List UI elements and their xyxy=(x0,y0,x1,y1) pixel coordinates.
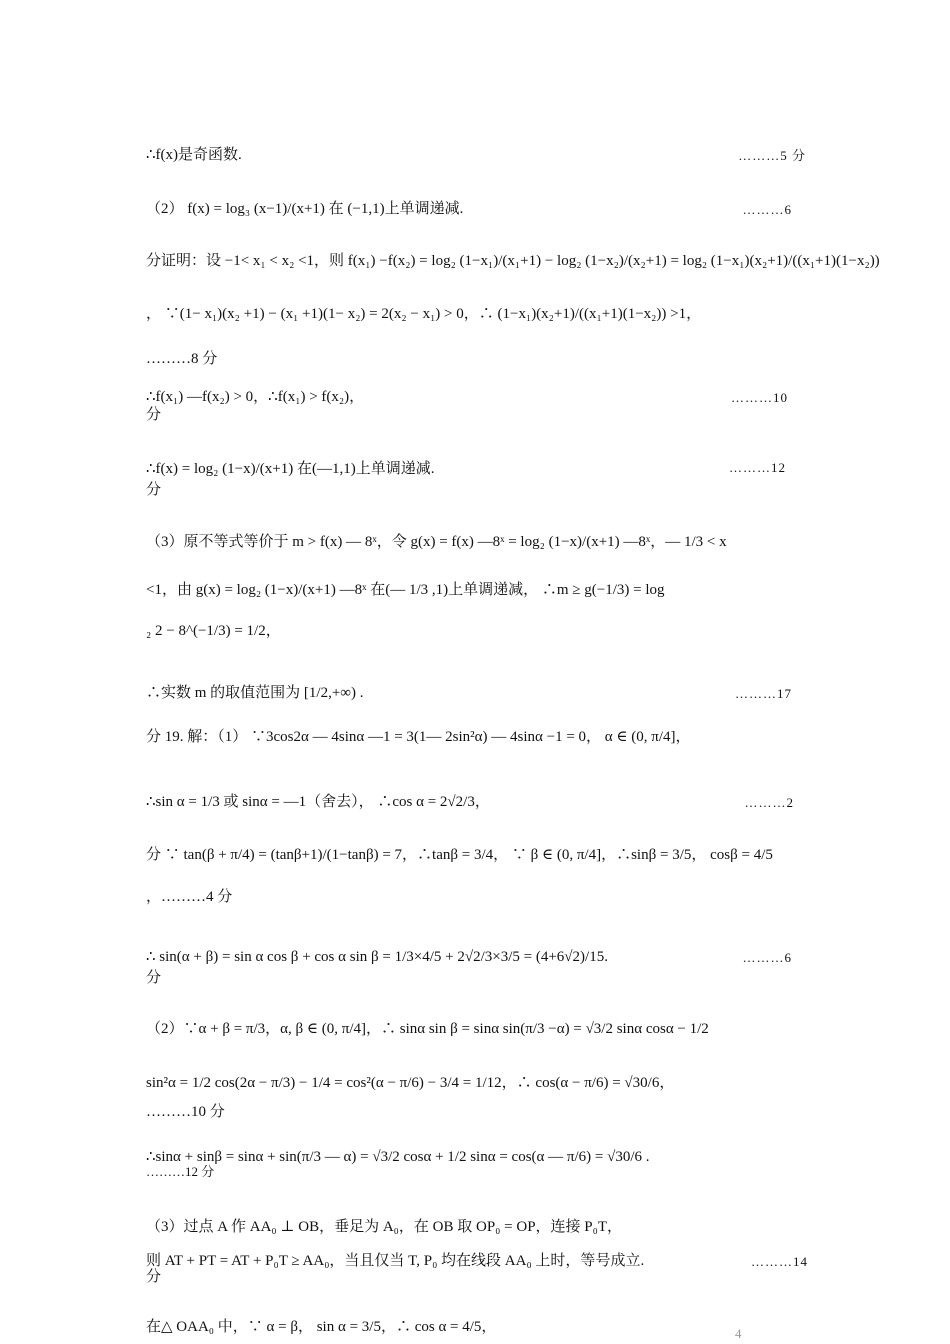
points-10a: ………10 xyxy=(731,390,788,405)
line-2-text: 分证明：设 −1< x₁ < x₂ <1，则 f(x₁) −f(x₂) = log₂ (1−x₁)/(x₁+1) − log₂ (1−x₂)/(x₂+1) = log₂ (1−x₁)(x₂+1)/((x₁+1)(1−x₂)) xyxy=(146,253,880,269)
page-number: 4 xyxy=(735,1326,742,1341)
line-16 xyxy=(146,888,232,906)
line-9 xyxy=(146,533,727,551)
line-7 xyxy=(146,460,434,478)
line-19-text: （2）∵α + β = π/3，α, β ∈ (0, π/4]，∴ sinα sin β = sinα sin(π/3 −α) = √3/2 sinα cosα − 1/2 xyxy=(146,1021,709,1037)
line-0 xyxy=(146,146,242,164)
line-12 xyxy=(146,684,363,702)
line-3-text: ， ∵(1− x₁)(x₂ +1) − (x₁ +1)(1− x₂) = 2(x₂ − x₁) > 0，∴ (1−x₁)(x₂+1)/((x₁+1)(1−x₂)) >1， xyxy=(146,306,702,322)
line-4-text: ………8 分 xyxy=(146,351,218,367)
line-11 xyxy=(146,622,281,640)
line-18 xyxy=(146,969,161,987)
line-21 xyxy=(146,1103,225,1121)
line-26-text: 分 xyxy=(146,1269,162,1285)
line-13 xyxy=(146,728,691,746)
line-5 xyxy=(146,388,364,406)
line-6 xyxy=(146,406,161,424)
line-13-text: 分 19. 解：（1） ∵3cos2α — 4sinα —1 = 3(1— 2sin²α) — 4sinα −1 = 0， α ∈ (0, π/4]， xyxy=(146,729,691,745)
line-4 xyxy=(146,350,217,368)
points-6b: ………6 xyxy=(742,950,792,965)
line-12-text: ∴实数 m 的取值范围为 [1/2,+∞) . xyxy=(146,685,364,701)
line-14 xyxy=(146,793,490,811)
line-16-text: ，………4 分 xyxy=(146,889,233,905)
line-17-text: ∴ sin(α + β) = sin α cos β + cos α sin β = 1/3×4/5 + 2√2/3×3/5 = (4+6√2)/15. xyxy=(146,949,608,965)
line-11-text: ₂ 2 − 8^(−1/3) = 1/2， xyxy=(146,623,281,639)
line-27-text: 在△ OAA₀ 中，∵ α = β， sin α = 3/5，∴ cos α = 4/5， xyxy=(146,1319,497,1335)
line-19 xyxy=(146,1020,709,1038)
line-23-text: ………12 分 xyxy=(146,1164,215,1179)
points-14: ………14 xyxy=(751,1254,808,1269)
line-21-text: ………10 分 xyxy=(146,1104,225,1120)
line-10 xyxy=(146,581,665,599)
points-12a: ………12 xyxy=(729,460,786,475)
line-22 xyxy=(146,1148,650,1166)
line-17 xyxy=(146,948,608,966)
line-15 xyxy=(146,846,773,864)
line-24-text: （3）过点 A 作 AA₀ ⊥ OB，垂足为 A₀，在 OB 取 OP₀ = OP，连接 P₀T， xyxy=(146,1219,623,1235)
line-1-text: （2） f(x) = log₃ (x−1)/(x+1) 在 (−1,1)上单调递减. xyxy=(146,201,464,217)
line-14-text: ∴sin α = 1/3 或 sinα = —1（舍去）， ∴cos α = 2√2/3， xyxy=(146,794,490,810)
line-10-text: <1，由 g(x) = log₂ (1−x)/(x+1) —8ˣ 在(— 1/3 ,1)上单调递减， ∴m ≥ g(−1/3) = log xyxy=(146,582,665,598)
line-7-text: ∴f(x) = log₂ (1−x)/(x+1) 在(—1,1)上单调递减. xyxy=(146,461,435,477)
line-20-text: sin²α = 1/2 cos(2α − π/3) − 1/4 = cos²(α − π/6) − 3/4 = 1/12，∴ cos(α − π/6) = √30/6， xyxy=(146,1075,675,1091)
line-2 xyxy=(146,252,880,270)
line-20 xyxy=(146,1074,674,1092)
line-18-text: 分 xyxy=(146,970,162,986)
line-8-text: 分 xyxy=(146,482,162,498)
line-5-text: ∴f(x₁) —f(x₂) > 0，∴f(x₁) > f(x₂)， xyxy=(146,389,365,405)
line-26 xyxy=(146,1268,161,1286)
line-25 xyxy=(146,1252,644,1270)
line-22-text: ∴sinα + sinβ = sinα + sin(π/3 — α) = √3/2 cosα + 1/2 sinα = cos(α — π/6) = √30/6 . xyxy=(146,1149,650,1165)
line-6-text: 分 xyxy=(146,407,162,423)
line-1 xyxy=(146,200,463,218)
line-23 xyxy=(146,1163,214,1181)
line-27 xyxy=(146,1318,496,1336)
line-8 xyxy=(146,481,161,499)
line-24 xyxy=(146,1218,622,1236)
points-17: ………17 xyxy=(735,686,792,701)
line-9-text: （3）原不等式等价于 m > f(x) — 8ˣ，令 g(x) = f(x) —8ˣ = log₂ (1−x)/(x+1) —8ˣ，— 1/3 < x xyxy=(146,534,727,550)
points-2: ………2 xyxy=(744,795,794,810)
points-5: ………5 分 xyxy=(738,148,806,163)
points-6a: ………6 xyxy=(742,202,792,217)
line-25-text: 则 AT + PT = AT + P₀T ≥ AA₀，当且仅当 T, P₀ 均在线段 AA₀ 上时，等号成立. xyxy=(146,1253,645,1269)
line-15-text: 分 ∵ tan(β + π/4) = (tanβ+1)/(1−tanβ) = 7，∴tanβ = 3/4， ∵ β ∈ (0, π/4]，∴sinβ = 3/5， cosβ = 4/5 xyxy=(146,847,773,863)
line-3 xyxy=(146,305,701,323)
line-0-text: ∴f(x)是奇函数. xyxy=(146,147,242,163)
